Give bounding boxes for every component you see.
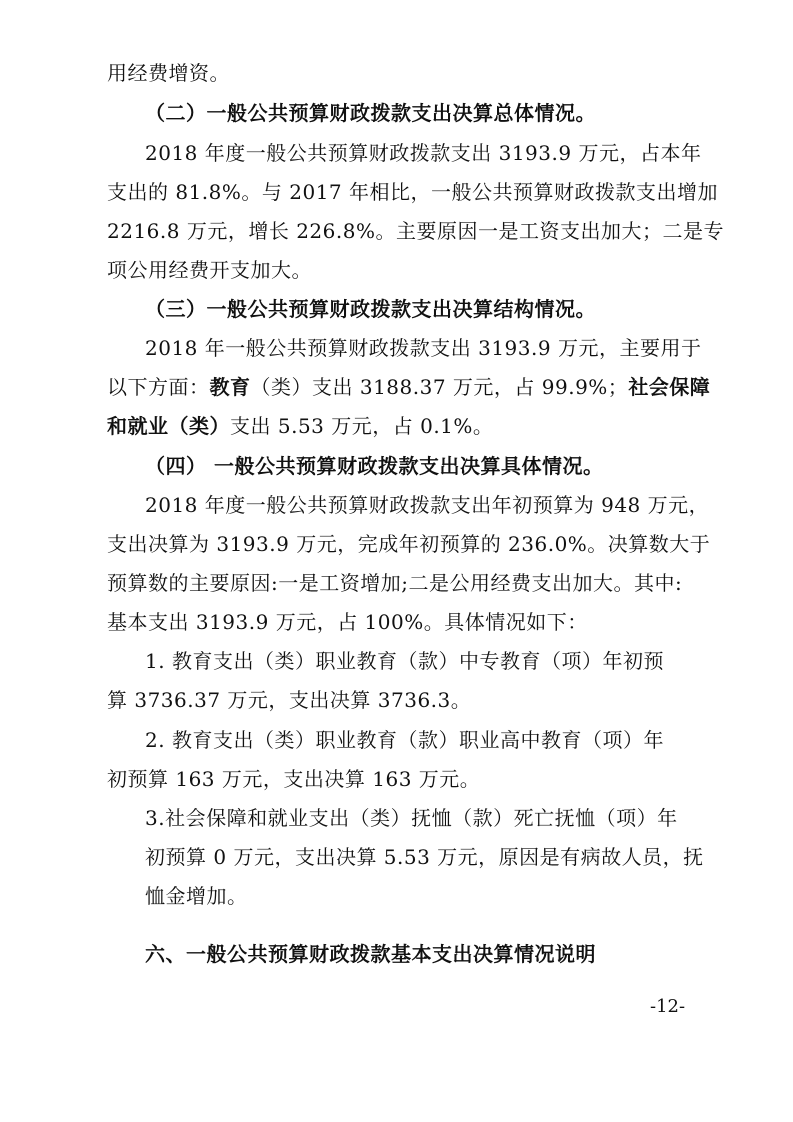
text-line: 支出决算为 3193.9 万元，完成年初预算的 236.0%。决算数大于 <box>107 532 711 556</box>
chapter-heading: 六、一般公共预算财政拨款基本支出决算情况说明 <box>145 942 596 966</box>
text-line: 2018 年度一般公共预算财政拨款支出 3193.9 万元，占本年 <box>145 141 702 165</box>
bold-term: 社会保障 <box>628 375 711 399</box>
text-line: 算 3736.37 万元，支出决算 3736.3。 <box>107 688 472 712</box>
text-line: 2216.8 万元，增长 226.8%。主要原因一是工资支出加大；二是专 <box>107 219 724 243</box>
text-span: 以下方面： <box>107 375 210 399</box>
section-heading: （四） 一般公共预算财政拨款支出决算具体情况。 <box>145 454 604 478</box>
text-line: 预算数的主要原因:一是工资增加;二是公用经费支出加大。其中: <box>107 571 683 595</box>
text-line: 恤金增加。 <box>145 884 248 908</box>
text-span: 支出 5.53 万元，占 0.1%。 <box>230 414 494 438</box>
page-number: -12- <box>650 996 686 1017</box>
text-line: 支出的 81.8%。与 2017 年相比，一般公共预算财政拨款支出增加 <box>107 180 719 204</box>
list-item: 1. 教育支出（类）职业教育（款）中专教育（项）年初预 <box>145 649 664 673</box>
text-span: （类）支出 3188.37 万元，占 99.9%； <box>250 375 629 399</box>
list-item: 2. 教育支出（类）职业教育（款）职业高中教育（项）年 <box>145 728 664 752</box>
text-line <box>107 374 710 400</box>
bold-term: （类） <box>168 414 230 438</box>
text-line: 初预算 0 万元，支出决算 5.53 万元，原因是有病故人员，抚 <box>145 845 704 869</box>
text-line: 基本支出 3193.9 万元，占 100%。具体情况如下： <box>107 610 588 634</box>
text-line: 项公用经费开支加大。 <box>107 258 312 282</box>
list-item: 3.社会保障和就业支出（类）抚恤（款）死亡抚恤（项）年 <box>145 806 678 830</box>
bold-term: 教育 <box>209 375 251 399</box>
section-heading: （三）一般公共预算财政拨款支出决算结构情况。 <box>145 297 596 321</box>
text-line <box>107 413 493 439</box>
text-line: 2018 年一般公共预算财政拨款支出 3193.9 万元，主要用于 <box>145 336 702 360</box>
bold-term: 和就业 <box>107 414 169 438</box>
text-line: 初预算 163 万元，支出决算 163 万元。 <box>107 767 481 791</box>
text-line: 2018 年度一般公共预算财政拨款支出年初预算为 948 万元， <box>145 493 710 517</box>
section-heading: （二）一般公共预算财政拨款支出决算总体情况。 <box>145 101 596 125</box>
text-line: 用经费增资。 <box>107 61 230 85</box>
